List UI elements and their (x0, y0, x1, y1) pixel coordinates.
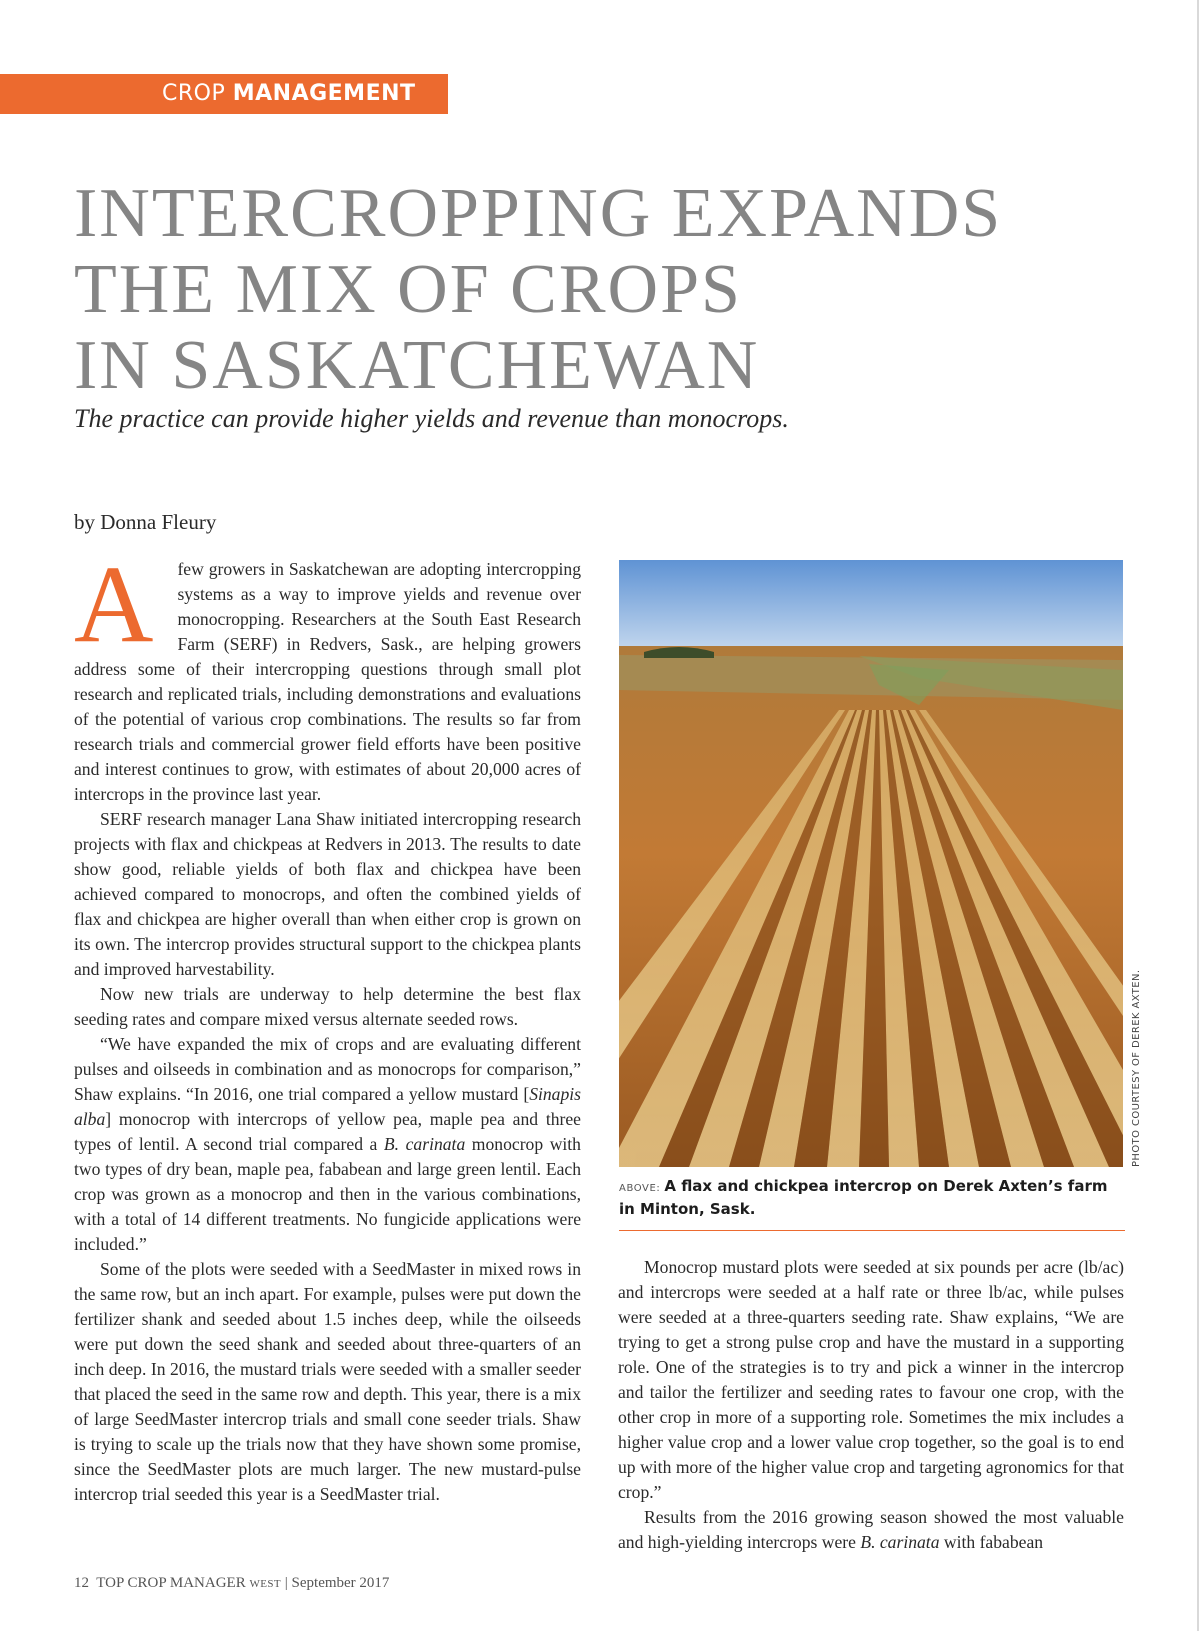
article-paragraph-6: Monocrop mustard plots were seeded at six pounds per acre (lb/ac) and intercrops were seeded at a half rate or three lb/ac, while pulses were seeded at a three-quarters seeding rate. Shaw explains, “We are trying to get a strong pulse crop and have the mustard in a supporting role. One of the strategies is to try and pick a winner in the intercrop and tailor the fertilizer and seeding rates to favour one crop, with the other crop in more of a supporting role. Sometimes the mix includes a higher value crop and a lower value crop together, so the goal is to end up with more of the higher value crop and targeting agronomics for that crop.” (618, 1257, 1124, 1502)
photo-caption (619, 1176, 1125, 1220)
headline-line-3: IN SASKATCHEWAN (74, 327, 760, 404)
magazine-name: TOP CROP MANAGER (96, 1575, 246, 1591)
p4-italic-carinata: B. carinata (383, 1134, 466, 1154)
p7-text-a: Results from the 2016 growing season showed the most valuable and high-yielding intercrops were (618, 1507, 1124, 1552)
deck-subtitle: The practice can provide higher yields and revenue than monocrops. (74, 404, 789, 433)
article-paragraph-3: Now new trials are underway to help determine the best flax seeding rates and compare mixed versus alternate seeded rows. (74, 984, 581, 1029)
headline (74, 176, 1174, 404)
page-footer (74, 1575, 389, 1592)
p4-text-c: ] monocrop with intercrops of yellow pea, maple pea and three types of lentil. A second trial compared a (74, 1109, 581, 1154)
article-column-right (618, 1255, 1124, 1565)
article-paragraph-4 (74, 1032, 581, 1257)
p4-italic-species: Sinapis alba (74, 1084, 581, 1129)
p7-text-c: with fababean (939, 1532, 1044, 1552)
flax-field-illustration (619, 560, 1123, 1167)
drop-cap: A (74, 543, 154, 665)
photo-credit: PHOTO COURTESY OF DEREK AXTEN. (1131, 969, 1142, 1167)
caption-lead: ABOVE: (619, 1183, 661, 1194)
headline-line-2: THE MIX OF CROPS (74, 251, 742, 328)
field-photo (619, 560, 1123, 1167)
article-paragraph-2: SERF research manager Lana Shaw initiated intercropping research projects with flax and chickpeas at Redvers in 2013. The results to date show good, reliable yields of both flax and chickpea have been achieved compared to monocrops, and often the combined yields of flax and chickpea are higher overall than when either crop is grown on its own. The intercrop provides structural support to the chickpea plants and improved harvestability. (74, 809, 581, 979)
caption-divider (619, 1230, 1125, 1231)
page-edge-line (1197, 0, 1199, 1631)
p4-text-a: “We have expanded the mix of crops and are evaluating different pulses and oilseeds in combination and as monocrops for comparison,” Shaw explains. “In 2016, one trial compared a yellow mustard [ (74, 1034, 581, 1104)
caption-text: A flax and chickpea intercrop on Derek Axten’s farm in Minton, Sask. (619, 1177, 1108, 1218)
article-paragraph-7 (618, 1505, 1124, 1555)
p7-italic-carinata: B. carinata (860, 1532, 940, 1552)
article-column-left (74, 543, 581, 1557)
page-number: 12 (74, 1575, 89, 1591)
section-tag-bold: MANAGEMENT (232, 81, 416, 106)
article-paragraph-5: Some of the plots were seeded with a SeedMaster in mixed rows in the same row, but an inch apart. For example, pulses were put down the fertilizer shank and seeded about 1.5 inches deep, while the oilseeds were put down the seed shank and seeded about three-quarters of an inch deep. In 2016, the mustard trials were seeded with a smaller seeder that placed the seed in the same row and depth. This year, there is a mix of large SeedMaster intercrop trials and small cone seeder trials. Shaw is trying to scale up the trials now that they have shown some promise, since the SeedMaster plots are much larger. The new mustard-pulse intercrop trial seeded this year is a SeedMaster trial. (74, 1259, 581, 1504)
footer-separator: | (284, 1575, 288, 1591)
headline-line-1: INTERCROPPING EXPANDS (74, 175, 1003, 252)
byline: by Donna Fleury (74, 510, 217, 534)
issue-date: September 2017 (291, 1575, 390, 1591)
section-tag (0, 74, 448, 114)
magazine-edition: WEST (249, 1578, 282, 1590)
article-paragraph-1-text: few growers in Saskatchewan are adopting intercropping systems as a way to improve yields and revenue over monocropping. Researchers at the South East Research Farm (SERF) in Redvers, Sask., are helping growers address some of their intercropping questions through small plot research and replicated trials, including demonstrations and evaluations of the potential of various crop combinations. The results so far from research trials and commercial grower field efforts have been positive and interest continues to grow, with estimates of about 20,000 acres of intercrops in the province last year. (74, 559, 581, 804)
section-tag-light: CROP (162, 81, 233, 106)
article-paragraph-1 (74, 543, 581, 807)
p4-text-e: monocrop with two types of dry bean, maple pea, fababean and large green lentil. Each crop was grown as a monocrop and then in the various combinations, with a total of 14 different treatments. No fungicide applications were included.” (74, 1134, 581, 1254)
